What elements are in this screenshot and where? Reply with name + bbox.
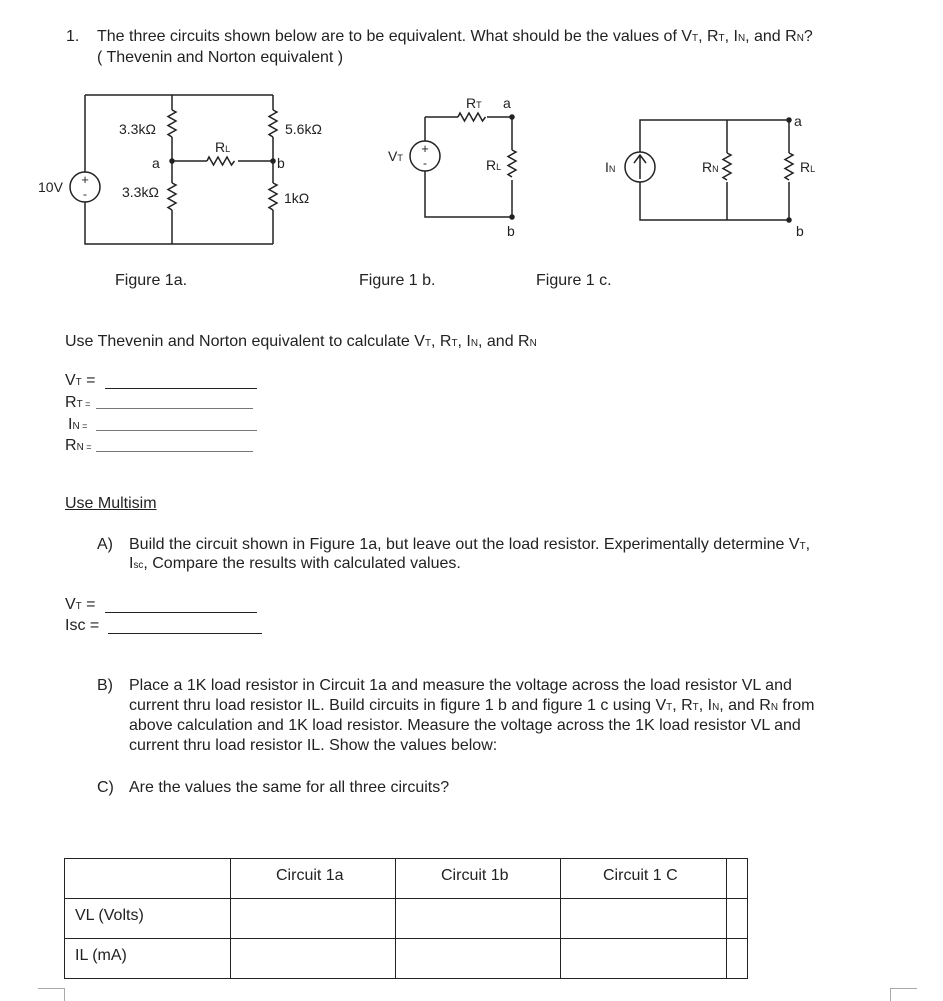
table-cell[interactable]: [396, 899, 561, 939]
svg-text:b: b: [507, 223, 515, 239]
figure-1a-circuit: [38, 95, 322, 244]
table-row: [65, 899, 748, 939]
table-cell[interactable]: [231, 899, 396, 939]
part-b-line4: current thru load resistor IL. Show the values below:: [129, 737, 498, 754]
svg-text:a: a: [794, 113, 802, 129]
rt-answer-label: RT =: [65, 394, 91, 411]
in-answer-label: IN =: [68, 416, 88, 433]
svg-text:5.6kΩ: 5.6kΩ: [285, 121, 322, 137]
circuit-diagrams: [0, 0, 943, 270]
resistor-icon: [723, 153, 731, 180]
table-cell[interactable]: [396, 939, 561, 979]
svg-text:10V: 10V: [38, 179, 63, 195]
question-line1: The three circuits shown below are to be equivalent. What should be the values of VT, RT, IN, and RN?: [97, 28, 813, 45]
rn-answer-blank[interactable]: [96, 451, 253, 452]
resistor-icon: [458, 113, 486, 121]
question-number: 1.: [66, 28, 80, 45]
isc-measured-label: Isc =: [65, 617, 100, 634]
svg-text:b: b: [277, 155, 285, 171]
svg-text:b: b: [796, 223, 804, 239]
svg-text:RN: RN: [702, 159, 719, 175]
vt-measured-label: VT =: [65, 596, 96, 613]
rt-answer-blank[interactable]: [96, 408, 253, 409]
table-header-cell: Circuit 1a: [231, 859, 396, 899]
svg-text:-: -: [83, 187, 87, 201]
table-cell[interactable]: [561, 939, 727, 979]
svg-text:a: a: [152, 155, 160, 171]
page-corner-mark: [38, 988, 65, 1001]
part-a-line1: Build the circuit shown in Figure 1a, but leave out the load resistor. Experimentally determine VT,: [129, 536, 811, 553]
svg-text:RL: RL: [215, 139, 231, 155]
in-answer-blank[interactable]: [96, 430, 257, 431]
table-cell[interactable]: [231, 939, 396, 979]
table-header-row: [65, 859, 748, 899]
part-b-line1: Place a 1K load resistor in Circuit 1a and measure the voltage across the load resistor VL and: [129, 677, 792, 694]
table-header-cell: Circuit 1 C: [561, 859, 727, 899]
figure-1b-circuit: [388, 95, 516, 239]
table-cell[interactable]: [561, 899, 727, 939]
table-header-cell: Circuit 1b: [396, 859, 561, 899]
svg-text:RL: RL: [486, 157, 502, 173]
svg-text:+: +: [421, 141, 429, 156]
resistor-icon: [168, 183, 176, 210]
resistor-icon: [168, 110, 176, 137]
results-table: [64, 858, 748, 979]
row-label: VL (Volts): [65, 899, 231, 939]
rn-answer-label: RN =: [65, 437, 92, 454]
resistor-icon: [269, 183, 277, 210]
svg-text:IN: IN: [605, 159, 616, 175]
figure-1c-circuit: [605, 113, 815, 239]
svg-text:VT: VT: [388, 148, 403, 164]
figure-1b-caption: Figure 1 b.: [359, 272, 436, 289]
instruction-text: Use Thevenin and Norton equivalent to calculate VT, RT, IN, and RN: [65, 333, 537, 350]
row-label: IL (mA): [65, 939, 231, 979]
part-a-label: A): [97, 536, 113, 553]
svg-text:1kΩ: 1kΩ: [284, 190, 310, 206]
resistor-icon: [508, 150, 516, 177]
svg-text:-: -: [423, 156, 427, 170]
isc-measured-blank[interactable]: [108, 633, 262, 634]
table-header-cell: [65, 859, 231, 899]
part-b-label: B): [97, 677, 113, 694]
part-a-line2: Isc, Compare the results with calculated values.: [129, 555, 461, 572]
multisim-heading: Use Multisim: [65, 495, 157, 512]
svg-text:a: a: [503, 95, 511, 111]
page-corner-mark: [890, 988, 917, 1001]
svg-text:3.3kΩ: 3.3kΩ: [119, 121, 156, 137]
vt-answer-blank[interactable]: [105, 388, 257, 389]
table-cell[interactable]: [727, 939, 748, 979]
svg-text:+: +: [81, 172, 89, 187]
part-c-text: Are the values the same for all three circuits?: [129, 779, 450, 796]
table-row: [65, 939, 748, 979]
part-c-label: C): [97, 779, 114, 796]
figure-1a-caption: Figure 1a.: [115, 272, 188, 289]
resistor-icon: [785, 153, 793, 180]
svg-text:RL: RL: [800, 159, 816, 175]
resistor-icon: [207, 157, 235, 165]
table-cell[interactable]: [727, 899, 748, 939]
part-b-line3: above calculation and 1K load resistor. Measure the voltage across the 1K load resistor VL and: [129, 717, 801, 734]
table-header-cell: [727, 859, 748, 899]
vt-answer-label: VT =: [65, 372, 96, 389]
svg-text:RT: RT: [466, 95, 482, 111]
vt-measured-blank[interactable]: [105, 612, 257, 613]
part-b-line2: current thru load resistor IL. Build circuits in figure 1 b and figure 1 c using VT, RT, IN, and RN from: [129, 697, 815, 714]
figure-1c-caption: Figure 1 c.: [536, 272, 612, 289]
svg-text:3.3kΩ: 3.3kΩ: [122, 184, 159, 200]
question-line2: ( Thevenin and Norton equivalent ): [97, 49, 344, 66]
resistor-icon: [269, 110, 277, 137]
